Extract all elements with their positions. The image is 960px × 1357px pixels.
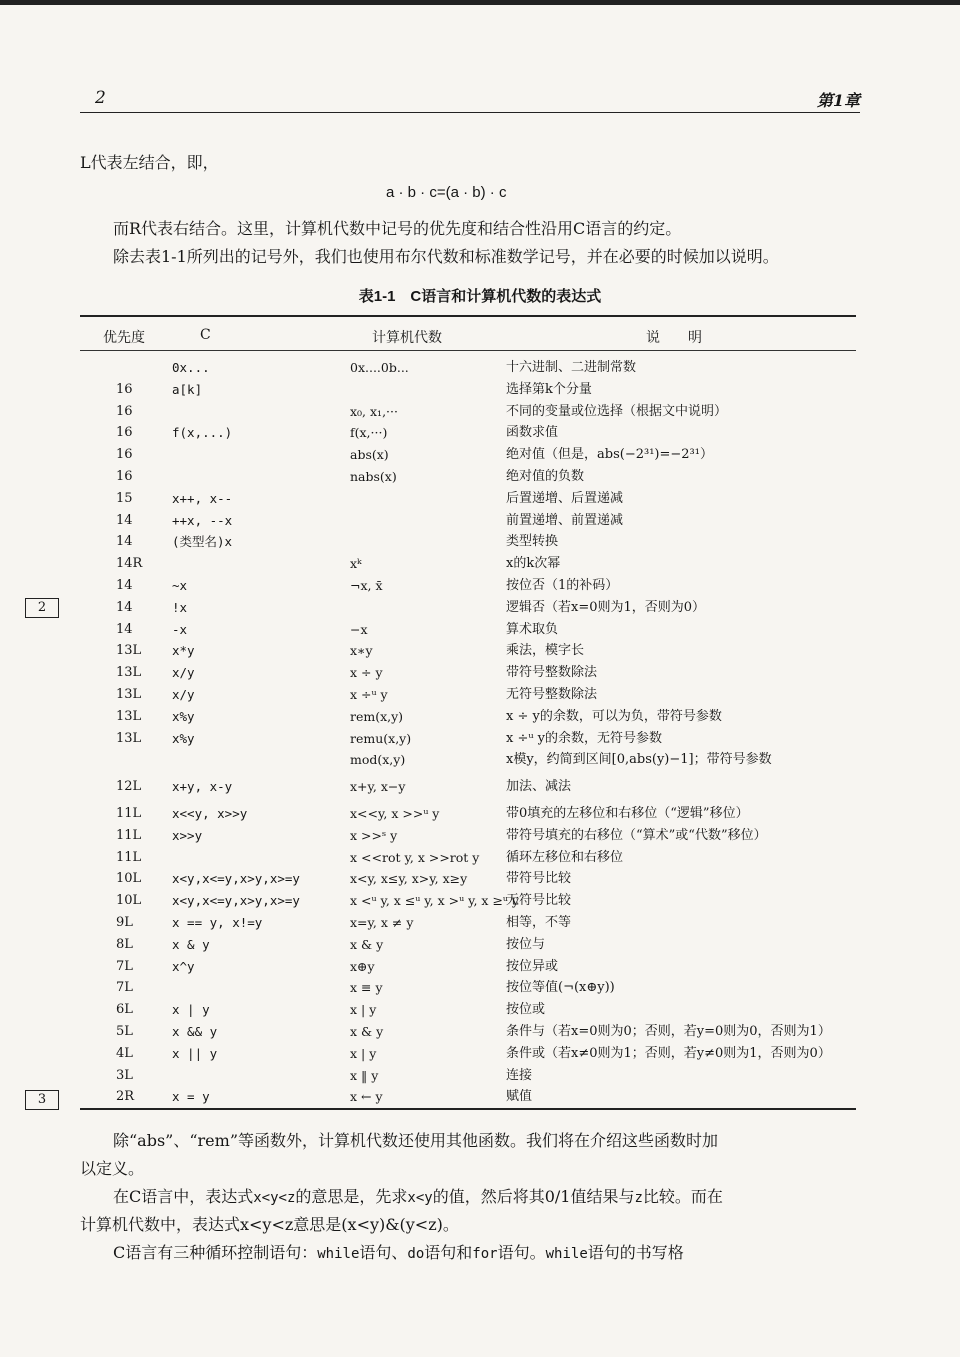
- row-description: 绝对值的负数: [506, 469, 585, 484]
- table-row: [80, 641, 856, 662]
- row-c-expr: x/y: [172, 665, 195, 681]
- row-priority: 10L: [116, 893, 142, 909]
- table-header-rule: [80, 350, 856, 351]
- row-c-expr: (类型名)x: [172, 534, 233, 550]
- row-algebra-expr: −x: [350, 621, 368, 637]
- table-caption: 表1-1 C语言和计算机代数的表达式: [358, 288, 602, 305]
- row-c-expr: !x: [172, 599, 188, 615]
- row-c-expr: -x: [172, 621, 188, 637]
- row-description: 带0填充的左移位和右移位（“逻辑”移位）: [506, 806, 749, 821]
- row-priority: 13L: [116, 643, 142, 659]
- table-row: [80, 445, 856, 466]
- outro-code-do: do: [407, 1246, 425, 1262]
- row-description: 按位与: [506, 936, 546, 952]
- row-priority: 8L: [116, 936, 133, 952]
- row-algebra-expr: mod(x,y): [350, 752, 406, 768]
- outro-line-5-g: 语句。: [497, 1243, 546, 1262]
- outro-line-5-i: 语句的书写格: [587, 1243, 684, 1262]
- row-description: 无符号整数除法: [506, 687, 598, 702]
- outro-line-4: 计算机代数中，表达式x<y<z意思是(x<y)&(y<z)。: [80, 1215, 459, 1234]
- row-algebra-expr: x ≡ y: [350, 980, 383, 996]
- row-description: 函数求值: [506, 425, 559, 441]
- row-priority: 15: [116, 490, 133, 506]
- row-c-expr: x = y: [172, 1089, 210, 1105]
- header-priority: 优先度: [103, 330, 145, 346]
- row-priority: 16: [116, 403, 133, 419]
- outro-line-3-c: 的意思是，先求: [295, 1187, 408, 1206]
- row-algebra-expr: x<<y, x >>ᵘ y: [350, 806, 440, 821]
- table-row: [80, 489, 856, 510]
- margin-ref-3: 3: [25, 1090, 59, 1110]
- row-priority: 16: [116, 381, 133, 397]
- table-row: [80, 1066, 856, 1087]
- row-c-expr: x == y, x!=y: [172, 915, 263, 930]
- row-description: 条件与（若x=0则为0；否则，若y=0则为0，否则为1）: [506, 1024, 831, 1039]
- table-row: [80, 663, 856, 684]
- row-algebra-expr: xᵏ: [350, 556, 362, 572]
- outro-code-xy: x<y: [407, 1190, 433, 1206]
- table-row: [80, 576, 856, 597]
- row-algebra-expr: x & y: [350, 936, 384, 952]
- table-row: [80, 777, 856, 798]
- row-c-expr: x<y,x<=y,x>y,x>=y: [172, 871, 300, 887]
- outro-line-5-a: C语言有三种循环控制语句：: [113, 1243, 318, 1262]
- row-description: 绝对值（但是，abs(−2³¹)=−2³¹）: [506, 447, 713, 463]
- row-description: 连接: [506, 1067, 533, 1083]
- row-description: x模y，约简到区间[0,abs(y)−1]；带符号参数: [506, 752, 772, 768]
- row-priority: 14: [116, 599, 133, 615]
- row-algebra-expr: x >>ˢ y: [350, 827, 398, 843]
- row-algebra-expr: x₀, x₁,···: [350, 403, 398, 419]
- row-description: 逻辑否（若x=0则为1，否则为0）: [506, 599, 706, 615]
- row-c-expr: x>>y: [172, 827, 203, 843]
- table-row: [80, 511, 856, 532]
- row-description: 不同的变量或位选择（根据文中说明）: [506, 403, 728, 419]
- row-algebra-expr: x<y, x≤y, x>y, x≥y: [350, 871, 468, 887]
- outro-code-while: while: [317, 1246, 360, 1262]
- outro-line-5-e: 语句和: [424, 1243, 473, 1262]
- table-row: [80, 1000, 856, 1021]
- top-rule: [0, 0, 960, 5]
- row-description: 算术取负: [506, 621, 559, 637]
- row-algebra-expr: x <ᵘ y, x ≤ᵘ y, x >ᵘ y, x ≥ᵘ y: [350, 893, 519, 909]
- row-priority: 2R: [116, 1089, 135, 1105]
- row-description: 加法、减法: [506, 779, 572, 795]
- row-description: 按位异或: [506, 958, 559, 974]
- outro-line-3-a: 在C语言中，表达式: [113, 1187, 254, 1206]
- table-row: [80, 750, 856, 771]
- table-row: [80, 380, 856, 401]
- row-description: 前置递增、前置递减: [506, 512, 624, 528]
- outro-code-xyz: x<y<z: [253, 1190, 296, 1206]
- row-algebra-expr: x <<rot y, x >>rot y: [350, 849, 480, 865]
- row-algebra-expr: nabs(x): [350, 469, 397, 484]
- row-algebra-expr: x∗y: [350, 643, 373, 659]
- row-algebra-expr: rem(x,y): [350, 708, 404, 724]
- row-description: 带符号填充的右移位（“算术”或“代数”移位）: [506, 827, 767, 843]
- table-row: [80, 1044, 856, 1065]
- row-c-expr: x%y: [172, 708, 195, 724]
- table-row: [80, 598, 856, 619]
- row-description: 带符号比较: [506, 871, 572, 887]
- intro-line-2: 而R代表右结合。这里，计算机代数中记号的优先度和结合性沿用C语言的约定。: [113, 219, 682, 238]
- row-algebra-expr: x | y: [350, 1002, 377, 1018]
- outro-line-3: [113, 1184, 723, 1207]
- table-row: [80, 467, 856, 488]
- row-algebra-expr: 0x....0b...: [350, 360, 409, 375]
- table-row: [80, 869, 856, 890]
- row-priority: 6L: [116, 1002, 133, 1018]
- table-row: [80, 685, 856, 706]
- row-priority: 16: [116, 425, 133, 441]
- row-description: x的k次幂: [506, 556, 561, 572]
- row-algebra-expr: remu(x,y): [350, 730, 412, 746]
- table-row: [80, 978, 856, 999]
- row-algebra-expr: x | y: [350, 1045, 377, 1061]
- margin-ref-2: 2: [25, 598, 59, 618]
- row-priority: 14: [116, 512, 133, 528]
- row-c-expr: x || y: [172, 1045, 218, 1061]
- row-priority: 16: [116, 469, 133, 484]
- row-c-expr: x & y: [172, 936, 210, 952]
- row-description: x ÷ᵘ y的余数，无符号参数: [506, 730, 663, 746]
- row-algebra-expr: f(x,···): [350, 425, 388, 441]
- row-algebra-expr: x ÷ᵘ y: [350, 687, 388, 702]
- outro-line-2: 以定义。: [80, 1159, 145, 1178]
- row-c-expr: ~x: [172, 578, 188, 593]
- row-description: 赋值: [506, 1089, 533, 1105]
- table-row: [80, 804, 856, 825]
- row-description: 按位等值(¬(x⊕y)): [506, 980, 615, 996]
- outro-line-5: [113, 1240, 684, 1263]
- row-description: 无符号比较: [506, 893, 572, 909]
- row-priority: 16: [116, 447, 133, 463]
- row-priority: 13L: [116, 687, 142, 702]
- outro-line-5-c: 语句、: [359, 1243, 408, 1262]
- row-c-expr: x<<y, x>>y: [172, 806, 248, 821]
- row-c-expr: x+y, x-y: [172, 779, 233, 795]
- row-description: 乘法，模字长: [506, 643, 585, 659]
- table-row: [80, 848, 856, 869]
- outro-code-for: for: [472, 1246, 498, 1262]
- header-algebra: 计算机代数: [372, 330, 442, 346]
- row-priority: 9L: [116, 915, 133, 930]
- table-row: [80, 957, 856, 978]
- row-algebra-expr: x ÷ y: [350, 665, 383, 681]
- outro-code-while-2: while: [545, 1246, 588, 1262]
- outro-line-3-e: 的值，然后将其0/1值结果与: [432, 1187, 635, 1206]
- row-description: 按位否（1的补码）: [506, 578, 619, 593]
- table-bottom-rule: [80, 1108, 856, 1110]
- row-c-expr: f(x,...): [172, 425, 233, 441]
- table-row: [80, 729, 856, 750]
- page-header: [80, 86, 860, 113]
- row-description: x ÷ y的余数，可以为负，带符号参数: [506, 708, 722, 724]
- row-priority: 11L: [116, 849, 142, 865]
- row-description: 后置递增、后置递减: [506, 490, 624, 506]
- row-algebra-expr: x=y, x ≠ y: [350, 915, 414, 930]
- table-row: [80, 826, 856, 847]
- row-description: 相等，不等: [506, 915, 572, 930]
- table-row: [80, 913, 856, 934]
- outro-line-1: 除“abs”、“rem”等函数外，计算机代数还使用其他函数。我们将在介绍这些函数时加: [113, 1131, 719, 1150]
- row-description: 类型转换: [506, 534, 559, 550]
- intro-line-3: 除去表1-1所列出的记号外，我们也使用布尔代数和标准数学记号，并在必要的时候加以说明。: [113, 247, 779, 266]
- row-c-expr: ++x, --x: [172, 512, 233, 528]
- row-priority: 10L: [116, 871, 142, 887]
- row-c-expr: x++, x--: [172, 490, 233, 506]
- row-c-expr: 0x...: [172, 360, 210, 375]
- row-priority: 3L: [116, 1067, 133, 1083]
- outro-code-z: z: [634, 1190, 643, 1206]
- table-top-rule: [80, 315, 856, 317]
- table-row: [80, 707, 856, 728]
- page-number: 2: [95, 88, 106, 108]
- table-row: [80, 554, 856, 575]
- row-c-expr: x*y: [172, 643, 195, 659]
- table-row: [80, 402, 856, 423]
- table-row: [80, 935, 856, 956]
- table-row: [80, 891, 856, 912]
- row-c-expr: x<y,x<=y,x>y,x>=y: [172, 893, 300, 909]
- row-algebra-expr: x+y, x−y: [350, 779, 406, 795]
- row-priority: 14: [116, 578, 133, 593]
- row-priority: 7L: [116, 980, 133, 996]
- row-algebra-expr: x ‖ y: [350, 1067, 379, 1083]
- row-c-expr: x^y: [172, 958, 195, 974]
- table-row: [80, 532, 856, 553]
- header-description: 说 明: [646, 330, 702, 346]
- row-algebra-expr: abs(x): [350, 447, 389, 463]
- intro-line-1: L代表左结合，即，: [80, 153, 219, 172]
- table-row: [80, 358, 856, 379]
- row-priority: 7L: [116, 958, 133, 974]
- chapter-title: 第1章: [816, 91, 860, 110]
- table-row: [80, 1087, 856, 1108]
- table-row: [80, 423, 856, 444]
- row-priority: 12L: [116, 779, 142, 795]
- row-description: 十六进制、二进制常数: [506, 360, 637, 375]
- row-description: 条件或（若x≠0则为1；否则，若y≠0则为1，否则为0）: [506, 1045, 831, 1061]
- header-c: C: [200, 327, 211, 343]
- row-c-expr: x%y: [172, 730, 195, 746]
- row-description: 按位或: [506, 1002, 546, 1018]
- row-priority: 11L: [116, 827, 142, 843]
- row-priority: 5L: [116, 1024, 133, 1039]
- row-c-expr: x/y: [172, 687, 195, 702]
- row-priority: 11L: [116, 806, 142, 821]
- row-priority: 14: [116, 621, 133, 637]
- row-c-expr: a[k]: [172, 381, 203, 397]
- table-row: [80, 1022, 856, 1043]
- formula: a · b · c=(a · b) · c: [386, 184, 507, 201]
- row-algebra-expr: x⊕y: [350, 958, 375, 974]
- row-priority: 4L: [116, 1045, 133, 1061]
- row-algebra-expr: x ← y: [350, 1089, 383, 1105]
- row-description: 选择第k个分量: [506, 381, 592, 397]
- row-priority: 14: [116, 534, 133, 550]
- row-description: 循环左移位和右移位: [506, 849, 624, 865]
- row-priority: 13L: [116, 730, 142, 746]
- row-c-expr: x && y: [172, 1024, 218, 1039]
- table-row: [80, 620, 856, 641]
- row-algebra-expr: x & y: [350, 1024, 384, 1039]
- row-priority: 13L: [116, 708, 142, 724]
- row-algebra-expr: ¬x, x̄: [350, 578, 383, 593]
- row-priority: 14R: [116, 556, 143, 572]
- row-description: 带符号整数除法: [506, 665, 598, 681]
- row-c-expr: x | y: [172, 1002, 210, 1018]
- outro-line-3-g: 比较。而在: [642, 1187, 723, 1206]
- row-priority: 13L: [116, 665, 142, 681]
